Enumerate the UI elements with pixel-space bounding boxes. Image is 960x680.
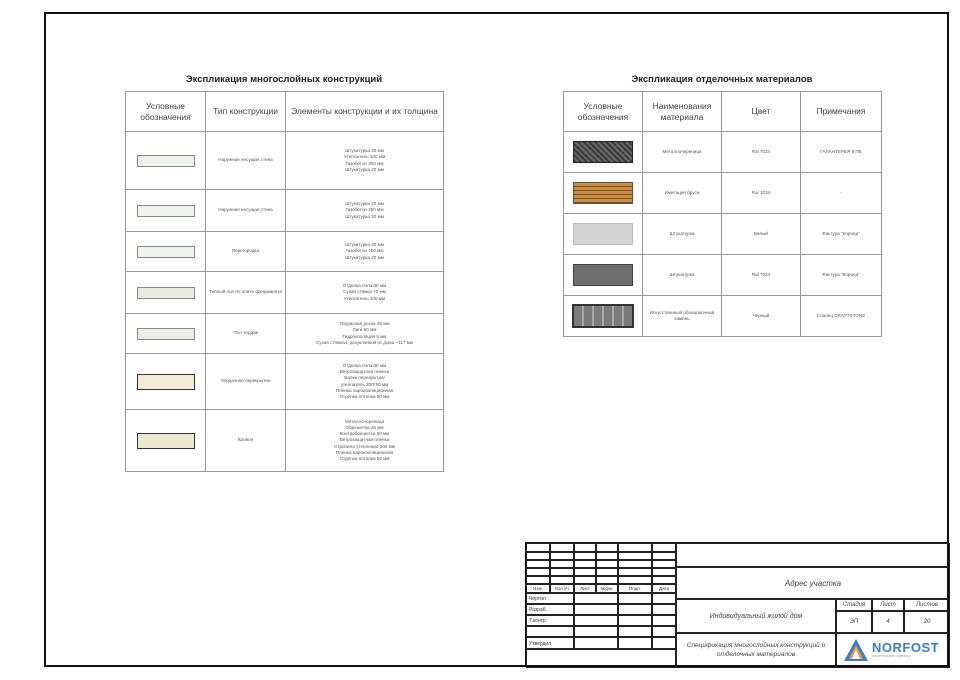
- name-cell: [574, 615, 618, 626]
- revision-cell: [550, 552, 574, 560]
- construction-elements: [286, 190, 444, 232]
- construction-swatch: [126, 232, 206, 272]
- table-row: [126, 190, 444, 232]
- construction-swatch: [126, 314, 206, 354]
- material-color: Черный: [722, 296, 801, 337]
- stage-value: ЭП: [836, 611, 872, 633]
- revision-cell: [574, 552, 596, 560]
- revision-cell: [574, 568, 596, 576]
- element-line: Утеплитель 100 мм: [343, 295, 386, 301]
- element-line: Ветрозащитная пленка: [339, 369, 390, 375]
- sheets-label: Листов: [904, 599, 950, 611]
- table-row: [564, 255, 882, 296]
- element-line: Отделка пола 30 мм: [342, 283, 387, 289]
- element-line: Лаги 50 мм: [352, 327, 377, 333]
- project-cell: Индивидуальный жилой дом: [676, 599, 836, 633]
- header-symbol: Условные обозначения: [126, 92, 206, 132]
- date-cell: [652, 615, 676, 626]
- construction-elements: [286, 272, 444, 314]
- element-line: Сухая стяжка 70 мм: [343, 289, 386, 295]
- role-label: [526, 626, 574, 637]
- role-label: Т.контр.: [526, 615, 574, 626]
- element-line: утеплитель 200*50 мм: [340, 381, 389, 387]
- revision-cell: [526, 560, 550, 568]
- element-line: Штукатурка 20 мм: [345, 254, 384, 260]
- revision-cell: [596, 568, 618, 576]
- material-symbol: [573, 223, 633, 245]
- layer-symbol: [137, 433, 195, 449]
- revision-cell: [596, 543, 618, 552]
- revision-header: №док.: [596, 584, 618, 593]
- element-line: Газобетон 150 мм: [345, 248, 384, 254]
- blank-cell: [676, 543, 950, 567]
- signature-cell: [618, 637, 652, 649]
- revision-cell: [574, 560, 596, 568]
- element-line: Балки перекрытия/: [344, 375, 385, 381]
- construction-elements: [286, 232, 444, 272]
- left-table-title: Экспликация многослойных конструкций: [185, 74, 383, 85]
- material-name: Металлочерепица: [643, 132, 722, 173]
- element-line: Штукатурка 30 мм: [345, 148, 384, 154]
- revision-header: Подп.: [618, 584, 652, 593]
- material-note: Фактура "Короед": [801, 214, 882, 255]
- constructions-table: [125, 91, 444, 472]
- table-row: [126, 314, 444, 354]
- sheet-label: Лист: [872, 599, 904, 611]
- signature-cell: [618, 615, 652, 626]
- table-row: [126, 272, 444, 314]
- construction-type: Перегородка: [206, 232, 286, 272]
- revision-cell: [526, 543, 550, 552]
- revision-cell: [596, 560, 618, 568]
- material-note: ГАЛАНТЕРЕЯ 8 ПЕ: [801, 132, 882, 173]
- element-line: Утеплитель 100 мм: [343, 154, 386, 160]
- construction-swatch: [126, 272, 206, 314]
- norfost-logo: [843, 638, 939, 662]
- sheets-value: 20: [904, 611, 950, 633]
- material-color: Ral 7024: [722, 132, 801, 173]
- element-line: Отделка потолка 50 мм: [339, 455, 390, 461]
- revision-cell: [550, 560, 574, 568]
- table-row: [564, 132, 882, 173]
- element-line: Штукатурка 20 мм: [345, 213, 384, 219]
- right-table-title: Экспликация отделочных материалов: [631, 74, 813, 85]
- element-line: Сухая стяжка с разуклонкой от дома ~117 мм: [315, 339, 414, 345]
- element-line: Газобетон 300 мм: [345, 160, 384, 166]
- header-elements: Элементы конструкции и их толщина: [286, 92, 444, 132]
- element-line: Контробрешетка 50 мм: [339, 431, 390, 437]
- layer-symbol: [137, 205, 195, 217]
- revision-cell: [526, 568, 550, 576]
- signature-cell: [618, 604, 652, 615]
- material-name: Искусственный облицовочный камень: [643, 296, 722, 337]
- construction-type: Теплый пол по плите фундамента: [206, 272, 286, 314]
- role-label: Утвердил: [526, 637, 574, 649]
- material-swatch: [564, 214, 643, 255]
- role-label: Чертил: [526, 593, 574, 604]
- revision-header: Кол.уч: [550, 584, 574, 593]
- signature-cell: [618, 626, 652, 637]
- revision-cell: [652, 543, 676, 552]
- element-line: Пленка пароизоляционная: [335, 449, 394, 455]
- table-row: [126, 232, 444, 272]
- material-symbol: [572, 304, 634, 328]
- revision-cell: [652, 552, 676, 560]
- table-row: [564, 214, 882, 255]
- header-material: Наименования материала: [643, 92, 722, 132]
- construction-type: Чердачное перекрытие: [206, 354, 286, 410]
- material-color: Ral 7024: [722, 255, 801, 296]
- revision-header: Дата: [652, 584, 676, 593]
- table-row: [126, 354, 444, 410]
- material-swatch: [564, 296, 643, 337]
- element-line: Отделка потолка 50 мм: [339, 393, 390, 399]
- material-swatch: [564, 255, 643, 296]
- role-label: Разраб.: [526, 604, 574, 615]
- element-line: Отделка пола 30 мм: [342, 362, 387, 368]
- revision-cell: [618, 568, 652, 576]
- materials-table: [563, 91, 882, 337]
- material-note: -: [801, 173, 882, 214]
- revision-cell: [618, 576, 652, 584]
- revision-cell: [652, 560, 676, 568]
- revision-cell: [526, 576, 550, 584]
- name-cell: [574, 593, 618, 604]
- header-notes: Примечания: [801, 92, 882, 132]
- logo-cell: [836, 633, 950, 668]
- construction-elements: [286, 354, 444, 410]
- construction-swatch: [126, 132, 206, 190]
- material-color: Белый: [722, 214, 801, 255]
- sheet-title-cell: Спецификация многослойных конструкций и отделочных материалов: [676, 633, 836, 668]
- revision-cell: [550, 576, 574, 584]
- blank-cell: [526, 649, 676, 668]
- layer-symbol: [137, 287, 195, 299]
- revision-header: Лист: [574, 584, 596, 593]
- element-line: Стропила утепление 200 мм: [334, 443, 395, 449]
- header-color: Цвет: [722, 92, 801, 132]
- header-type: Тип конструкции: [206, 92, 286, 132]
- construction-type: Пол чердак: [206, 314, 286, 354]
- construction-elements: [286, 132, 444, 190]
- table-row: [126, 132, 444, 190]
- construction-elements: [286, 314, 444, 354]
- material-symbol: [573, 182, 633, 204]
- name-cell: [574, 637, 618, 649]
- logo-subtitle: строительная компания: [872, 654, 911, 659]
- construction-type: Наружная несущая стена: [206, 190, 286, 232]
- material-color: Ral 1034: [722, 173, 801, 214]
- date-cell: [652, 637, 676, 649]
- revision-cell: [596, 552, 618, 560]
- logo-mark-icon: [843, 638, 869, 662]
- table-row: [564, 296, 882, 337]
- header-symbol: Условные обозначения: [564, 92, 643, 132]
- date-cell: [652, 604, 676, 615]
- sheet-value: 4: [872, 611, 904, 633]
- element-line: Гидроизоляция 5 мм: [342, 333, 387, 339]
- construction-swatch: [126, 410, 206, 472]
- signature-cell: [618, 593, 652, 604]
- material-swatch: [564, 132, 643, 173]
- revision-cell: [652, 576, 676, 584]
- address-cell: Адрес участка: [676, 567, 950, 599]
- revision-cell: [574, 543, 596, 552]
- revision-cell: [550, 543, 574, 552]
- construction-type: Кровля: [206, 410, 286, 472]
- construction-elements: [286, 410, 444, 472]
- revision-cell: [526, 552, 550, 560]
- layer-symbol: [137, 155, 195, 167]
- revision-cell: [618, 552, 652, 560]
- material-name: Имитация бруса: [643, 173, 722, 214]
- layer-symbol: [137, 246, 195, 258]
- material-note: Сланец CRAFTSTONE: [801, 296, 882, 337]
- element-line: Газобетон 250 мм: [345, 207, 384, 213]
- element-line: Штукатурка 20 мм: [345, 201, 384, 207]
- element-line: Террасная доска 28 мм: [339, 321, 390, 327]
- revision-header: Изм.: [526, 584, 550, 593]
- element-line: Пленка пароизоляционная: [335, 387, 394, 393]
- material-swatch: [564, 173, 643, 214]
- element-line: Обрешетка 25 мм: [345, 425, 384, 431]
- element-line: Штукатурка 20 мм: [345, 242, 384, 248]
- name-cell: [574, 626, 618, 637]
- table-row: [564, 173, 882, 214]
- construction-swatch: [126, 190, 206, 232]
- material-note: Фактура "Короед": [801, 255, 882, 296]
- element-line: Штукатурка 20 мм: [345, 166, 384, 172]
- element-line: Металлочерепица: [344, 418, 385, 424]
- logo-text: NORFOST: [872, 640, 940, 656]
- material-name: Штукатурка: [643, 255, 722, 296]
- title-block: [525, 542, 949, 667]
- material-symbol: [573, 141, 633, 163]
- name-cell: [574, 604, 618, 615]
- date-cell: [652, 593, 676, 604]
- construction-swatch: [126, 354, 206, 410]
- table-row: [126, 410, 444, 472]
- revision-cell: [652, 568, 676, 576]
- element-line: Ветрозащитная пленка: [339, 437, 390, 443]
- revision-cell: [574, 576, 596, 584]
- layer-symbol: [137, 328, 195, 340]
- revision-cell: [596, 576, 618, 584]
- revision-cell: [618, 543, 652, 552]
- material-name: Штукатурка: [643, 214, 722, 255]
- material-symbol: [573, 264, 633, 286]
- revision-cell: [618, 560, 652, 568]
- revision-cell: [550, 568, 574, 576]
- layer-symbol: [137, 374, 195, 390]
- date-cell: [652, 626, 676, 637]
- construction-type: Наружная несущая стена: [206, 132, 286, 190]
- stage-label: Стадия: [836, 599, 872, 611]
